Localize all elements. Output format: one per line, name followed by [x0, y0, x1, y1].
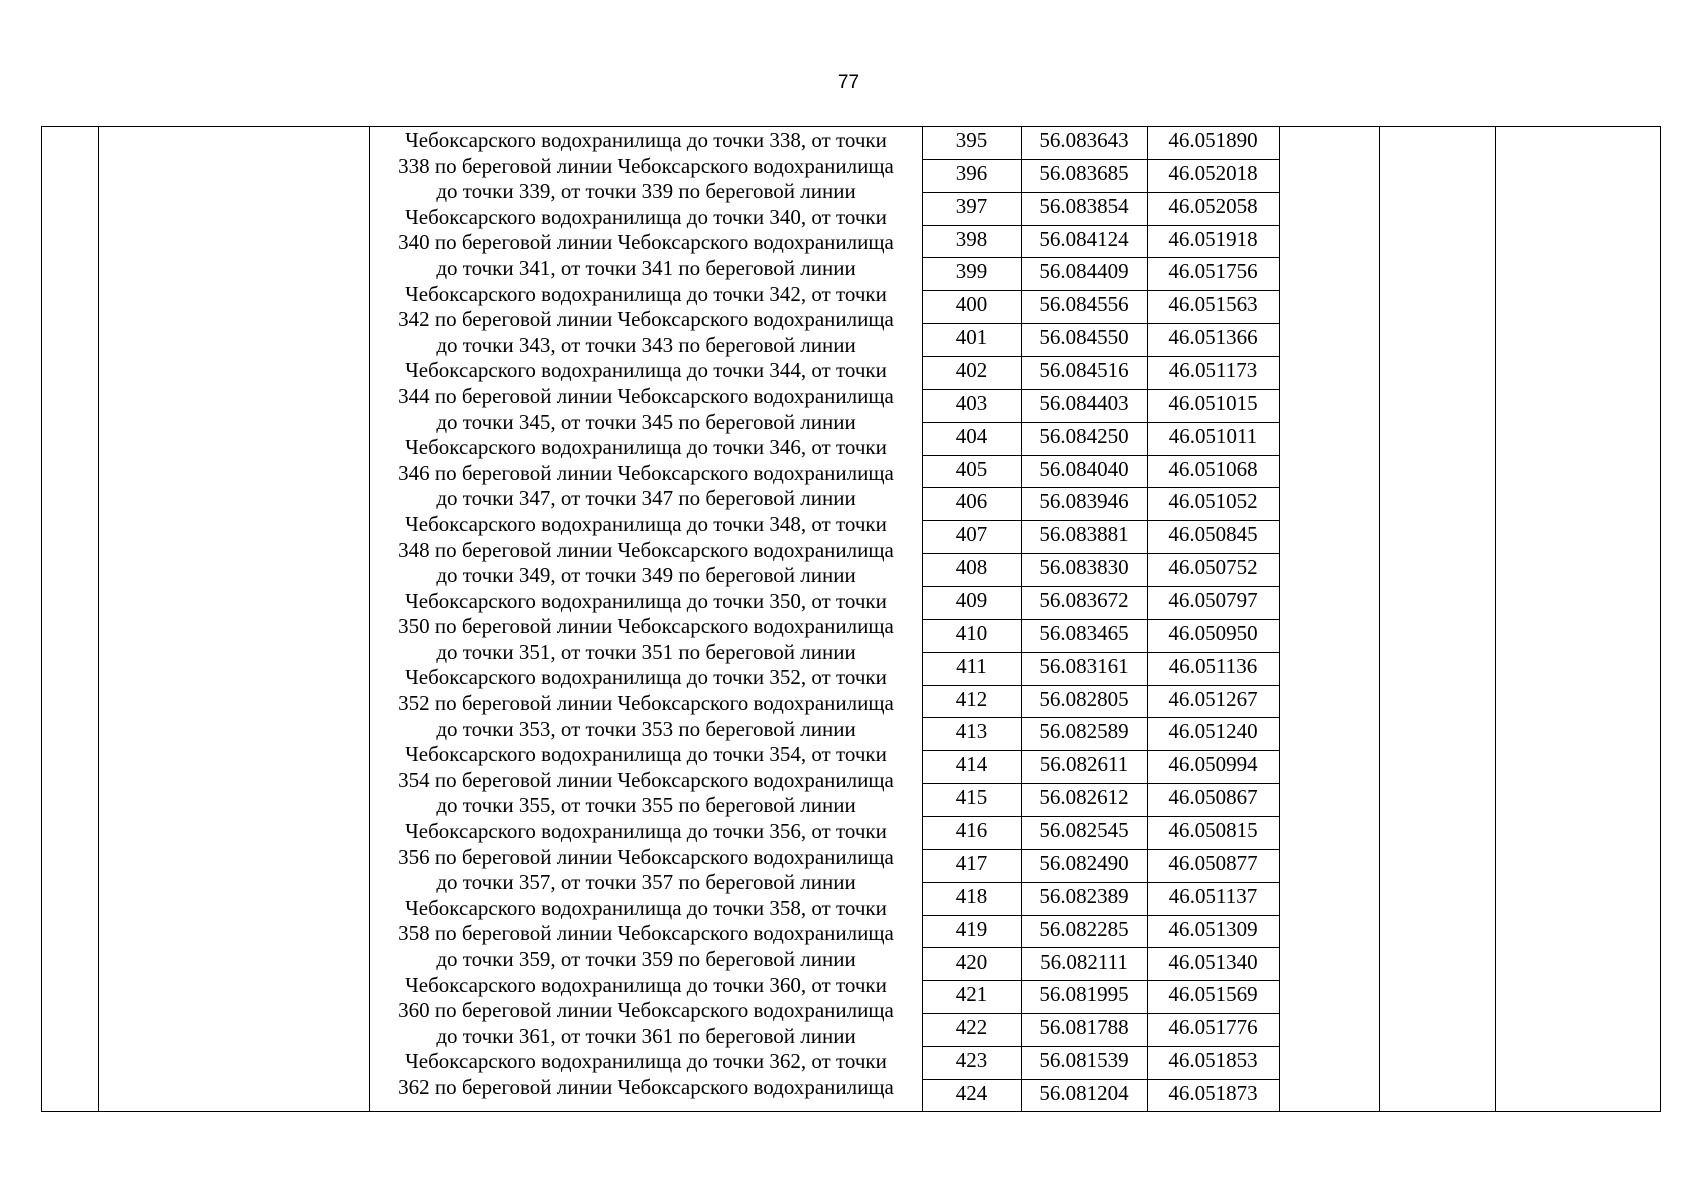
latitude-cell: 56.082389 [1039, 883, 1129, 908]
point-number: 395 [955, 128, 988, 152]
description-line: до точки 347, от точки 347 по береговой линии [436, 486, 856, 511]
table-row [922, 1014, 1279, 1047]
latitude-cell: 56.083685 [1039, 160, 1129, 185]
point-number: 407 [955, 522, 988, 547]
point-number: 421 [955, 982, 988, 1007]
longitude-cell: 46.051240 [1168, 719, 1258, 744]
point-number: 404 [955, 423, 988, 448]
point-number: 412 [955, 686, 988, 711]
longitude-cell: 46.051873 [1168, 1080, 1258, 1105]
point-number: 408 [955, 555, 988, 580]
description-line: до точки 357, от точки 357 по береговой линии [436, 870, 856, 895]
coordinates-table [41, 126, 1661, 1112]
latitude-cell: 56.081204 [1039, 1080, 1129, 1105]
longitude-cell: 46.051068 [1168, 456, 1258, 481]
longitude-cell: 46.051052 [1168, 489, 1258, 514]
description-line: Чебоксарского водохранилища до точки 340, от точки [405, 204, 887, 229]
point-number: 397 [955, 193, 988, 218]
point-number: 415 [955, 785, 988, 810]
table-row [922, 324, 1279, 357]
longitude-cell: 46.051011 [1168, 423, 1258, 448]
latitude-cell: 56.083830 [1039, 555, 1129, 580]
table-row [922, 850, 1279, 883]
longitude-cell: 46.051015 [1168, 390, 1258, 415]
latitude-cell: 56.083881 [1039, 522, 1129, 547]
point-number: 413 [955, 719, 988, 744]
description-line: Чебоксарского водохранилища до точки 352, от точки [405, 665, 887, 690]
description-line: 344 по береговой линии Чебоксарского водохранилища [398, 383, 894, 408]
latitude-cell: 56.082490 [1039, 850, 1129, 875]
description-line: до точки 351, от точки 351 по береговой линии [436, 639, 856, 664]
longitude-cell: 46.051776 [1168, 1015, 1258, 1040]
description-line: 338 по береговой линии Чебоксарского водохранилища [398, 153, 894, 178]
point-number: 398 [955, 226, 988, 251]
description-line: Чебоксарского водохранилища до точки 346, от точки [405, 435, 887, 460]
latitude-cell: 56.084550 [1039, 325, 1129, 350]
point-number: 402 [955, 358, 988, 383]
longitude-cell: 46.050877 [1168, 850, 1258, 875]
longitude-cell: 46.051340 [1168, 949, 1258, 974]
table-row [922, 127, 1279, 160]
latitude-cell: 56.083854 [1039, 193, 1129, 218]
description-line: Чебоксарского водохранилища до точки 354, от точки [405, 742, 887, 767]
longitude-cell: 46.051890 [1168, 128, 1258, 152]
point-number: 411 [956, 653, 987, 678]
longitude-cell: 46.050867 [1168, 785, 1258, 810]
description-line: 352 по береговой линии Чебоксарского водохранилища [398, 691, 894, 716]
latitude-cell: 56.083465 [1039, 620, 1129, 645]
point-number: 410 [955, 620, 988, 645]
boundary-description [370, 128, 922, 1101]
description-line: 356 по береговой линии Чебоксарского водохранилища [398, 844, 894, 869]
point-number: 406 [955, 489, 988, 514]
point-number: 418 [955, 883, 988, 908]
description-line: 362 по береговой линии Чебоксарского водохранилища [398, 1074, 894, 1099]
point-number: 400 [955, 292, 988, 317]
description-line: до точки 361, от точки 361 по береговой линии [436, 1023, 856, 1048]
latitude-cell: 56.084250 [1039, 423, 1129, 448]
table-row [922, 160, 1279, 193]
description-line: Чебоксарского водохранилища до точки 344, от точки [405, 358, 887, 383]
latitude-cell: 56.083672 [1039, 588, 1129, 613]
description-line: до точки 353, от точки 353 по береговой линии [436, 716, 856, 741]
latitude-cell: 56.083161 [1039, 653, 1129, 678]
table-row [922, 751, 1279, 784]
table-row [922, 916, 1279, 949]
point-number: 422 [955, 1015, 988, 1040]
description-line: Чебоксарского водохранилища до точки 350, от точки [405, 588, 887, 613]
description-line: до точки 355, от точки 355 по береговой линии [436, 793, 856, 818]
table-row [922, 488, 1279, 521]
column-divider [1279, 127, 1280, 1111]
description-line: до точки 339, от точки 339 по береговой линии [436, 179, 856, 204]
table-row [922, 784, 1279, 817]
description-line: 360 по береговой линии Чебоксарского водохранилища [398, 998, 894, 1023]
table-row [922, 456, 1279, 489]
longitude-cell: 46.050994 [1168, 752, 1258, 777]
longitude-cell: 46.051853 [1168, 1048, 1258, 1073]
point-number: 409 [955, 588, 988, 613]
point-number: 396 [955, 160, 988, 185]
longitude-cell: 46.052058 [1168, 193, 1258, 218]
latitude-cell: 56.084403 [1039, 390, 1129, 415]
table-row [922, 1047, 1279, 1080]
longitude-cell: 46.051563 [1168, 292, 1258, 317]
description-line: 350 по береговой линии Чебоксарского водохранилища [398, 614, 894, 639]
point-number: 420 [955, 949, 988, 974]
latitude-cell: 56.082545 [1039, 818, 1129, 843]
table-row [922, 653, 1279, 686]
point-number: 417 [955, 850, 988, 875]
table-row [922, 291, 1279, 324]
description-line: Чебоксарского водохранилища до точки 358, от точки [405, 895, 887, 920]
point-number: 399 [955, 259, 988, 284]
column-divider [1379, 127, 1380, 1111]
point-number: 416 [955, 818, 988, 843]
point-number: 405 [955, 456, 988, 481]
table-row [922, 521, 1279, 554]
latitude-cell: 56.081995 [1039, 982, 1129, 1007]
latitude-cell: 56.083643 [1039, 128, 1129, 152]
description-line: до точки 349, от точки 349 по береговой линии [436, 563, 856, 588]
longitude-cell: 46.050950 [1168, 620, 1258, 645]
longitude-cell: 46.052018 [1168, 160, 1258, 185]
longitude-cell: 46.051918 [1168, 226, 1258, 251]
longitude-cell: 46.051756 [1168, 259, 1258, 284]
table-row [922, 193, 1279, 226]
longitude-cell: 46.050797 [1168, 588, 1258, 613]
point-number: 401 [955, 325, 988, 350]
point-number: 419 [955, 916, 988, 941]
description-line: Чебоксарского водохранилища до точки 348, от точки [405, 511, 887, 536]
table-row [922, 817, 1279, 850]
page-number: 77 [837, 72, 860, 93]
longitude-cell: 46.050815 [1168, 818, 1258, 843]
latitude-cell: 56.082285 [1039, 916, 1129, 941]
latitude-cell: 56.084040 [1039, 456, 1129, 481]
point-number: 423 [955, 1048, 988, 1073]
longitude-cell: 46.051366 [1168, 325, 1258, 350]
latitude-cell: 56.084124 [1039, 226, 1129, 251]
description-line: Чебоксарского водохранилища до точки 362, от точки [405, 1049, 887, 1074]
table-row [922, 1080, 1279, 1113]
point-number: 424 [955, 1080, 988, 1105]
latitude-cell: 56.082611 [1039, 752, 1129, 777]
longitude-cell: 46.051267 [1168, 686, 1258, 711]
description-line: 348 по береговой линии Чебоксарского водохранилища [398, 537, 894, 562]
latitude-cell: 56.084516 [1039, 358, 1129, 383]
table-row [922, 226, 1279, 259]
description-line: 354 по береговой линии Чебоксарского водохранилища [398, 767, 894, 792]
longitude-cell: 46.051309 [1168, 916, 1258, 941]
latitude-cell: 56.082111 [1040, 949, 1128, 974]
latitude-cell: 56.082805 [1039, 686, 1129, 711]
table-row [922, 390, 1279, 423]
table-row [922, 357, 1279, 390]
description-line: до точки 359, от точки 359 по береговой линии [436, 947, 856, 971]
latitude-cell: 56.082612 [1039, 785, 1129, 810]
description-line: Чебоксарского водохранилища до точки 360, от точки [405, 972, 887, 997]
description-line: до точки 343, от точки 343 по береговой линии [436, 332, 856, 357]
description-line: 342 по береговой линии Чебоксарского водохранилища [398, 307, 894, 332]
description-line: Чебоксарского водохранилища до точки 338, от точки [405, 128, 887, 152]
table-row [922, 949, 1279, 982]
description-line: 346 по береговой линии Чебоксарского водохранилища [398, 460, 894, 485]
latitude-cell: 56.082589 [1039, 719, 1129, 744]
longitude-cell: 46.050752 [1168, 555, 1258, 580]
point-number: 403 [955, 390, 988, 415]
longitude-cell: 46.050845 [1168, 522, 1258, 547]
table-row [922, 587, 1279, 620]
column-divider [98, 127, 99, 1111]
table-row [922, 423, 1279, 456]
longitude-cell: 46.051137 [1168, 883, 1258, 908]
latitude-cell: 56.081539 [1039, 1048, 1129, 1073]
description-line: до точки 345, от точки 345 по береговой линии [436, 409, 856, 434]
description-line: Чебоксарского водохранилища до точки 342, от точки [405, 281, 887, 306]
description-line: Чебоксарского водохранилища до точки 356, от точки [405, 819, 887, 844]
description-line: до точки 341, от точки 341 по береговой линии [436, 255, 856, 280]
table-row [922, 686, 1279, 719]
latitude-cell: 56.083946 [1039, 489, 1129, 514]
latitude-cell: 56.081788 [1039, 1015, 1129, 1040]
longitude-cell: 46.051173 [1168, 358, 1258, 383]
longitude-cell: 46.051569 [1168, 982, 1258, 1007]
table-row [922, 554, 1279, 587]
table-row [922, 620, 1279, 653]
longitude-cell: 46.051136 [1168, 653, 1258, 678]
latitude-cell: 56.084556 [1039, 292, 1129, 317]
table-row [922, 981, 1279, 1014]
column-divider [1495, 127, 1496, 1111]
latitude-cell: 56.084409 [1039, 259, 1129, 284]
description-line: 358 по береговой линии Чебоксарского водохранилища [398, 921, 894, 946]
table-row [922, 883, 1279, 916]
point-number: 414 [955, 752, 988, 777]
table-row [922, 258, 1279, 291]
description-line: 340 по береговой линии Чебоксарского водохранилища [398, 230, 894, 255]
table-row [922, 718, 1279, 751]
